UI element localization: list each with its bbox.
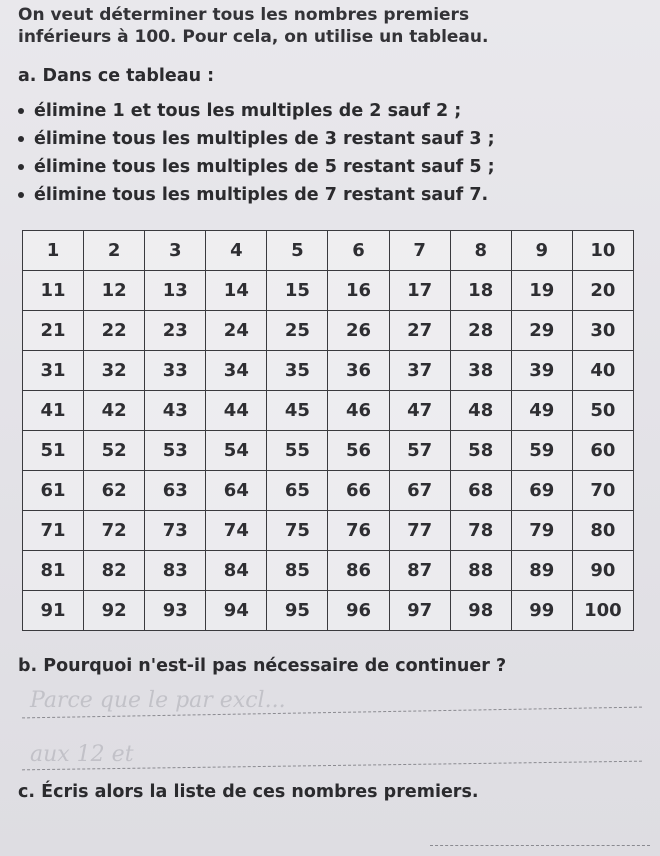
grid-cell[interactable]: 86: [328, 551, 389, 591]
grid-cell[interactable]: 25: [267, 311, 328, 351]
grid-cell[interactable]: 44: [206, 391, 267, 431]
grid-cell[interactable]: 93: [145, 591, 206, 631]
number-grid-body: [23, 231, 634, 631]
handwritten-answer-line-2: aux 12 et: [30, 742, 134, 767]
grid-cell[interactable]: 16: [328, 271, 389, 311]
grid-cell[interactable]: 20: [572, 271, 633, 311]
grid-cell[interactable]: 79: [511, 511, 572, 551]
handwritten-answer-line-1: Parce que le par excl...: [30, 688, 286, 713]
grid-cell[interactable]: 94: [206, 591, 267, 631]
grid-cell[interactable]: 66: [328, 471, 389, 511]
grid-cell[interactable]: 91: [23, 591, 84, 631]
grid-cell[interactable]: 48: [450, 391, 511, 431]
grid-cell[interactable]: 45: [267, 391, 328, 431]
grid-cell[interactable]: 43: [145, 391, 206, 431]
number-grid: [22, 230, 634, 631]
grid-cell[interactable]: 14: [206, 271, 267, 311]
grid-cell[interactable]: 15: [267, 271, 328, 311]
grid-cell[interactable]: 27: [389, 311, 450, 351]
grid-row: [23, 351, 634, 391]
instruction-item: [18, 153, 495, 181]
grid-cell[interactable]: 28: [450, 311, 511, 351]
grid-cell[interactable]: 29: [511, 311, 572, 351]
grid-cell[interactable]: 33: [145, 351, 206, 391]
bullet-icon: [18, 136, 24, 142]
grid-cell[interactable]: 46: [328, 391, 389, 431]
grid-cell[interactable]: 92: [84, 591, 145, 631]
grid-cell[interactable]: 65: [267, 471, 328, 511]
grid-cell[interactable]: 76: [328, 511, 389, 551]
grid-cell[interactable]: 83: [145, 551, 206, 591]
grid-cell[interactable]: 4: [206, 231, 267, 271]
instruction-list: [18, 97, 495, 209]
grid-cell[interactable]: 13: [145, 271, 206, 311]
grid-cell[interactable]: 47: [389, 391, 450, 431]
grid-cell[interactable]: 41: [23, 391, 84, 431]
grid-cell[interactable]: 35: [267, 351, 328, 391]
grid-cell[interactable]: 21: [23, 311, 84, 351]
grid-cell[interactable]: 31: [23, 351, 84, 391]
grid-cell[interactable]: 19: [511, 271, 572, 311]
grid-cell[interactable]: 60: [572, 431, 633, 471]
grid-cell[interactable]: 61: [23, 471, 84, 511]
grid-cell[interactable]: 67: [389, 471, 450, 511]
grid-cell[interactable]: 73: [145, 511, 206, 551]
grid-cell[interactable]: 6: [328, 231, 389, 271]
section-b-question: b. Pourquoi n'est-il pas nécessaire de continuer ?: [18, 656, 507, 676]
grid-cell[interactable]: 38: [450, 351, 511, 391]
grid-row: [23, 551, 634, 591]
grid-cell[interactable]: 97: [389, 591, 450, 631]
grid-cell[interactable]: 77: [389, 511, 450, 551]
answer-line[interactable]: [430, 845, 650, 846]
grid-cell[interactable]: 32: [84, 351, 145, 391]
instruction-item: [18, 125, 495, 153]
grid-cell[interactable]: 39: [511, 351, 572, 391]
bullet-icon: [18, 108, 24, 114]
intro-line-2: inférieurs à 100. Pour cela, on utilise un tableau.: [18, 27, 489, 47]
grid-cell[interactable]: 8: [450, 231, 511, 271]
section-c-question: c. Écris alors la liste de ces nombres premiers.: [18, 782, 479, 802]
grid-cell[interactable]: 57: [389, 431, 450, 471]
grid-cell[interactable]: 53: [145, 431, 206, 471]
grid-cell[interactable]: 18: [450, 271, 511, 311]
grid-cell[interactable]: 98: [450, 591, 511, 631]
grid-cell[interactable]: 96: [328, 591, 389, 631]
grid-cell[interactable]: 40: [572, 351, 633, 391]
grid-cell[interactable]: 34: [206, 351, 267, 391]
grid-cell[interactable]: 11: [23, 271, 84, 311]
grid-cell[interactable]: 12: [84, 271, 145, 311]
grid-cell[interactable]: 69: [511, 471, 572, 511]
grid-cell[interactable]: 49: [511, 391, 572, 431]
instruction-text: élimine tous les multiples de 7 restant sauf 7.: [34, 185, 489, 205]
grid-cell[interactable]: 82: [84, 551, 145, 591]
grid-cell[interactable]: 30: [572, 311, 633, 351]
grid-cell[interactable]: 1: [23, 231, 84, 271]
grid-cell[interactable]: 23: [145, 311, 206, 351]
instruction-text: élimine tous les multiples de 5 restant sauf 5 ;: [34, 157, 495, 177]
grid-cell[interactable]: 81: [23, 551, 84, 591]
grid-cell[interactable]: 51: [23, 431, 84, 471]
grid-cell[interactable]: 5: [267, 231, 328, 271]
grid-cell[interactable]: 7: [389, 231, 450, 271]
grid-cell[interactable]: 88: [450, 551, 511, 591]
grid-cell[interactable]: 99: [511, 591, 572, 631]
grid-cell[interactable]: 26: [328, 311, 389, 351]
grid-cell[interactable]: 68: [450, 471, 511, 511]
grid-cell[interactable]: 95: [267, 591, 328, 631]
grid-cell[interactable]: 22: [84, 311, 145, 351]
grid-cell[interactable]: 72: [84, 511, 145, 551]
grid-cell[interactable]: 24: [206, 311, 267, 351]
grid-cell[interactable]: 42: [84, 391, 145, 431]
grid-row: [23, 511, 634, 551]
instruction-item: [18, 97, 495, 125]
grid-cell[interactable]: 37: [389, 351, 450, 391]
grid-cell[interactable]: 78: [450, 511, 511, 551]
grid-cell[interactable]: 74: [206, 511, 267, 551]
grid-cell[interactable]: 56: [328, 431, 389, 471]
bullet-icon: [18, 164, 24, 170]
grid-cell[interactable]: 80: [572, 511, 633, 551]
section-a-heading: a. Dans ce tableau :: [18, 66, 215, 86]
grid-cell[interactable]: 54: [206, 431, 267, 471]
grid-cell[interactable]: 100: [572, 591, 633, 631]
instruction-item: [18, 181, 495, 209]
grid-cell[interactable]: 36: [328, 351, 389, 391]
grid-cell[interactable]: 52: [84, 431, 145, 471]
grid-cell[interactable]: 58: [450, 431, 511, 471]
grid-cell[interactable]: 3: [145, 231, 206, 271]
grid-cell[interactable]: 90: [572, 551, 633, 591]
grid-row: [23, 471, 634, 511]
instruction-text: élimine 1 et tous les multiples de 2 sauf 2 ;: [34, 101, 462, 121]
instruction-text: élimine tous les multiples de 3 restant sauf 3 ;: [34, 129, 495, 149]
grid-row: [23, 231, 634, 271]
grid-cell[interactable]: 85: [267, 551, 328, 591]
intro-text: [18, 4, 654, 48]
grid-cell[interactable]: 9: [511, 231, 572, 271]
grid-cell[interactable]: 89: [511, 551, 572, 591]
grid-cell[interactable]: 70: [572, 471, 633, 511]
grid-cell[interactable]: 55: [267, 431, 328, 471]
grid-cell[interactable]: 71: [23, 511, 84, 551]
grid-cell[interactable]: 75: [267, 511, 328, 551]
grid-cell[interactable]: 87: [389, 551, 450, 591]
grid-cell[interactable]: 62: [84, 471, 145, 511]
intro-line-1: On veut déterminer tous les nombres premiers: [18, 5, 470, 25]
grid-cell[interactable]: 63: [145, 471, 206, 511]
grid-cell[interactable]: 10: [572, 231, 633, 271]
grid-row: [23, 271, 634, 311]
grid-cell[interactable]: 59: [511, 431, 572, 471]
grid-row: [23, 391, 634, 431]
bullet-icon: [18, 192, 24, 198]
grid-cell[interactable]: 2: [84, 231, 145, 271]
grid-row: [23, 431, 634, 471]
grid-cell[interactable]: 64: [206, 471, 267, 511]
grid-row: [23, 311, 634, 351]
grid-cell[interactable]: 17: [389, 271, 450, 311]
grid-cell[interactable]: 50: [572, 391, 633, 431]
grid-row: [23, 591, 634, 631]
grid-cell[interactable]: 84: [206, 551, 267, 591]
